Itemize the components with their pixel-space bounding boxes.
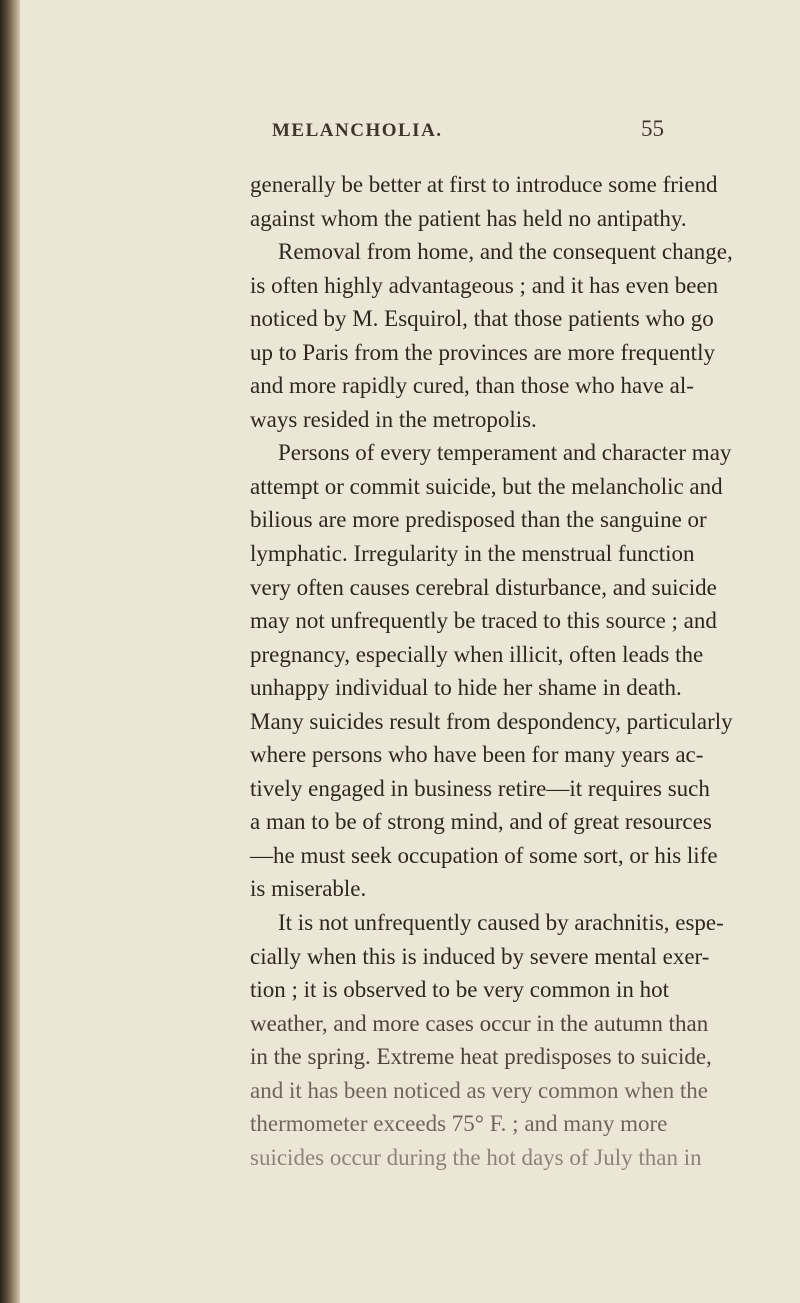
text-line: bilious are more predisposed than the sanguine or — [250, 507, 707, 533]
text-line: cially when this is induced by severe mental exer- — [250, 943, 710, 969]
text-line: up to Paris from the provinces are more frequently — [250, 339, 715, 365]
text-line: attempt or commit suicide, but the melancholic and — [250, 473, 723, 499]
page-header — [272, 116, 664, 150]
text-line: noticed by M. Esquirol, that those patients who go — [250, 306, 714, 332]
text-line: Removal from home, and the consequent change, — [278, 239, 733, 265]
text-line: very often causes cerebral disturbance, and suicide — [250, 574, 717, 600]
text-line: suicides occur during the hot days of July than in — [250, 1144, 702, 1170]
text-line: tion ; it is observed to be very common in hot — [250, 977, 670, 1003]
text-line: a man to be of strong mind, and of great resources — [250, 809, 712, 835]
running-title: MELANCHOLIA. — [272, 120, 443, 141]
text-line: Many suicides result from despondency, particularly — [250, 708, 733, 734]
text-line: and more rapidly cured, than those who have al- — [250, 373, 694, 399]
text-line: is miserable. — [250, 876, 367, 902]
binding-edge — [0, 0, 20, 1303]
text-line: It is not unfrequently caused by arachnitis, espe- — [278, 910, 724, 936]
page-number: 55 — [641, 116, 664, 141]
text-line: where persons who have been for many years ac- — [250, 742, 704, 768]
text-line: —he must seek occupation of some sort, or his life — [250, 842, 718, 868]
text-line: in the spring. Extreme heat predisposes to suicide, — [250, 1044, 712, 1070]
text-line: ways resided in the metropolis. — [250, 406, 537, 432]
text-line: against whom the patient has held no antipathy. — [250, 205, 687, 231]
text-line: unhappy individual to hide her shame in death. — [250, 675, 682, 701]
text-line: may not unfrequently be traced to this source ; and — [250, 608, 717, 634]
text-line: generally be better at first to introduce some friend — [250, 172, 718, 197]
text-line: lymphatic. Irregularity in the menstrual function — [250, 541, 695, 567]
text-line: and it has been noticed as very common when the — [250, 1077, 708, 1103]
text-line: weather, and more cases occur in the autumn than — [250, 1010, 709, 1036]
text-line: pregnancy, especially when illicit, often leads the — [250, 641, 704, 667]
text-line: Persons of every temperament and character may — [278, 440, 732, 466]
text-line: is often highly advantageous ; and it has even been — [250, 272, 719, 298]
body-text — [250, 168, 733, 1174]
text-line: tively engaged in business retire—it requires such — [250, 775, 710, 801]
text-line: thermometer exceeds 75° F. ; and many more — [250, 1111, 668, 1137]
